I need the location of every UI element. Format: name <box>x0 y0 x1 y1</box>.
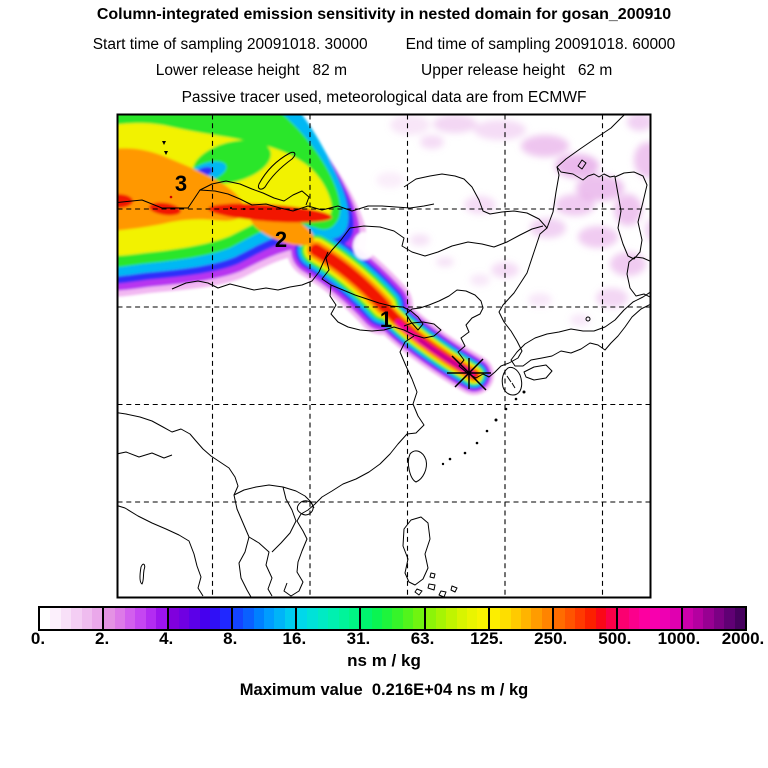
colorbar-segment <box>297 608 361 629</box>
colorbar-cell <box>382 608 392 629</box>
colorbar-segment <box>554 608 618 629</box>
colorbar-cell <box>724 608 734 629</box>
waypoint-label-3: 3 <box>174 171 188 196</box>
colorbar-cell <box>575 608 585 629</box>
colorbar-tick-label: 16. <box>282 629 307 648</box>
start-time-text: Start time of sampling 20091018. 30000 <box>92 36 368 53</box>
colorbar-cell <box>477 608 487 629</box>
colorbar-tick-label: 2000. <box>721 629 765 648</box>
colorbar-cell <box>606 608 616 629</box>
colorbar-cell <box>531 608 541 629</box>
colorbar-cell <box>71 608 81 629</box>
colorbar-cell <box>660 608 670 629</box>
colorbar-cell <box>426 608 436 629</box>
colorbar-cell <box>115 608 125 629</box>
colorbar-cell <box>361 608 371 629</box>
colorbar-cell <box>220 608 230 629</box>
lower-release-text: Lower release height 82 m <box>155 62 347 79</box>
colorbar-cell <box>61 608 71 629</box>
colorbar-cell <box>264 608 274 629</box>
colorbar-cell <box>413 608 423 629</box>
c-himalaya-border <box>112 452 172 458</box>
colorbar-cell <box>670 608 680 629</box>
colorbar-cell <box>233 608 243 629</box>
colorbar-cell <box>436 608 446 629</box>
colorbar-cell <box>254 608 264 629</box>
colorbar-cell <box>285 608 295 629</box>
c-andaman <box>140 564 145 584</box>
colorbar-cell <box>596 608 606 629</box>
colorbar-tick-label: 31. <box>346 629 371 648</box>
colorbar-segment <box>426 608 490 629</box>
colorbar-cell <box>179 608 189 629</box>
colorbar-cell <box>243 608 253 629</box>
colorbar-tick-label: 4. <box>159 629 174 648</box>
colorbar-segment <box>683 608 745 629</box>
colorbar-cell <box>297 608 307 629</box>
colorbar-cell <box>511 608 521 629</box>
c-vietnam <box>284 521 307 596</box>
colorbar-cell <box>189 608 199 629</box>
colorbar-tick-label: 1000. <box>657 629 701 648</box>
colorbar-cell <box>618 608 628 629</box>
c-shikoku <box>524 365 552 380</box>
colorbar-cell <box>554 608 564 629</box>
waypoint-label-2: 2 <box>274 227 288 252</box>
c-philippine-islands <box>415 573 457 597</box>
colorbar-cell <box>392 608 402 629</box>
colorbar-cell <box>683 608 693 629</box>
colorbar-cell <box>82 608 92 629</box>
colorbar-cell <box>542 608 552 629</box>
colorbar-cell <box>629 608 639 629</box>
colorbar-tick-label: 8. <box>223 629 238 648</box>
colorbar-tick-label: 500. <box>598 629 632 648</box>
colorbar-segment <box>40 608 104 629</box>
end-time-text: End time of sampling 20091018. 60000 <box>405 36 676 53</box>
c-sea-borders-4 <box>272 487 296 552</box>
colorbar-segment <box>361 608 425 629</box>
waypoint-label-1: 1 <box>379 307 393 332</box>
c-sea-borders-3 <box>249 537 272 596</box>
colorbar-cell <box>639 608 649 629</box>
colorbar-cell <box>104 608 114 629</box>
colorbar-cell <box>146 608 156 629</box>
colorbar-cell <box>200 608 210 629</box>
colorbar-cell <box>339 608 349 629</box>
colorbar-cell <box>210 608 220 629</box>
c-tsushima <box>507 376 515 388</box>
tracer-note: Passive tracer used, meteorological data are from ECMWF <box>181 89 587 106</box>
colorbar-cell <box>565 608 575 629</box>
colorbar-segment <box>233 608 297 629</box>
colorbar-cell <box>735 608 745 629</box>
colorbar-cell <box>372 608 382 629</box>
colorbar-tick-label: 125. <box>470 629 504 648</box>
c-bengal-coast <box>112 504 203 596</box>
colorbar-cell <box>92 608 102 629</box>
colorbar-cell <box>169 608 179 629</box>
c-taiwan <box>408 451 426 482</box>
colorbar-cell <box>40 608 50 629</box>
colorbar-tick-label: 2. <box>94 629 110 648</box>
colorbar-cell <box>307 608 317 629</box>
colorbar-cell <box>585 608 595 629</box>
colorbar-cell <box>349 608 359 629</box>
colorbar-cell <box>156 608 166 629</box>
colorbar-cell <box>500 608 510 629</box>
colorbar-cell <box>714 608 724 629</box>
maximum-value-text: Maximum value 0.216E+04 ns m / kg <box>239 681 529 699</box>
colorbar <box>38 606 747 631</box>
colorbar-units: ns m / kg <box>347 651 421 670</box>
colorbar-cell <box>467 608 477 629</box>
colorbar-cell <box>693 608 703 629</box>
colorbar-segment <box>169 608 233 629</box>
colorbar-tick-label: 63. <box>410 629 435 648</box>
colorbar-cell <box>650 608 660 629</box>
colorbar-cell <box>521 608 531 629</box>
colorbar-cell <box>446 608 456 629</box>
colorbar-segment <box>104 608 168 629</box>
c-sea-borders-2 <box>234 495 251 597</box>
upper-release-text: Upper release height 62 m <box>421 62 613 79</box>
colorbar-cell <box>403 608 413 629</box>
colorbar-segment <box>618 608 682 629</box>
colorbar-segment <box>490 608 554 629</box>
colorbar-cell <box>703 608 713 629</box>
colorbar-cell <box>50 608 60 629</box>
colorbar-cell <box>328 608 338 629</box>
colorbar-cell <box>457 608 467 629</box>
c-manchuria-border <box>350 226 543 256</box>
colorbar-cell <box>490 608 500 629</box>
colorbar-tick-label: 250. <box>534 629 568 648</box>
c-china-east-coast <box>297 336 424 521</box>
low-sensitivity-haze <box>376 113 665 326</box>
colorbar-cell <box>318 608 328 629</box>
figure-title: Column-integrated emission sensitivity in nested domain for gosan_200910 <box>96 6 672 23</box>
colorbar-cell <box>274 608 284 629</box>
colorbar-cell <box>135 608 145 629</box>
c-ryukyu-islands <box>442 391 526 466</box>
colorbar-tick-label: 0. <box>30 629 46 648</box>
colorbar-cell <box>125 608 135 629</box>
